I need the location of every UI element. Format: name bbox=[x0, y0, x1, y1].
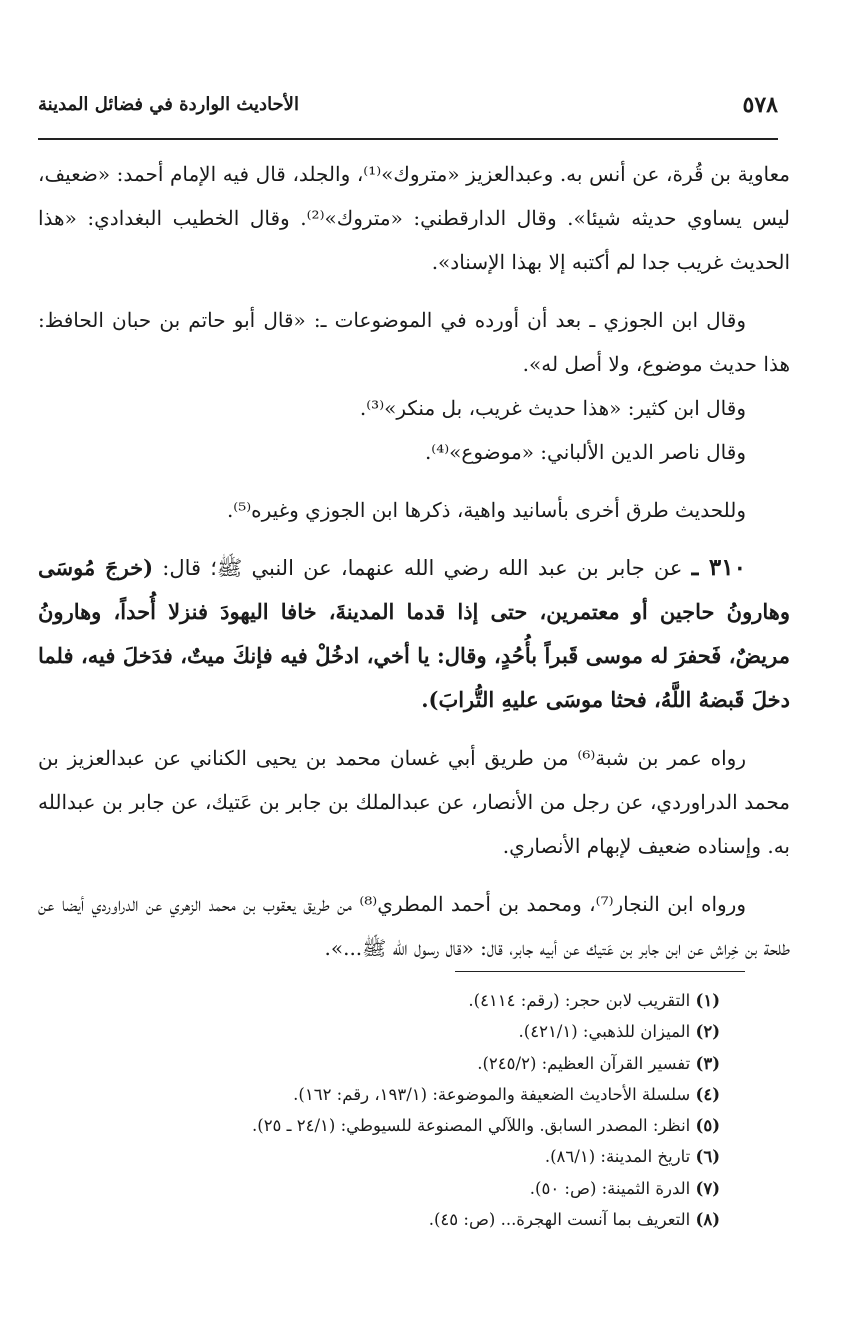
hadith-number: ٣١٠ ـ bbox=[691, 554, 746, 581]
paragraph-ibn-jawzi: وقال ابن الجوزي ـ بعد أن أورده في الموضوعات ـ: «قال أبو حاتم بن حبان الحافظ: هذا حديث موضوع، ولا أصل له». bbox=[38, 308, 790, 376]
footnote-text: التقريب لابن حجر: (رقم: ٤١١٤). bbox=[468, 991, 691, 1010]
footnote-2 bbox=[60, 1016, 720, 1047]
footnote-6 bbox=[60, 1141, 720, 1172]
footnote-text: التعريف بما آنست الهجرة... (ص: ٤٥). bbox=[428, 1210, 691, 1230]
footnote-text: الميزان للذهبي: (٤٢١/١). bbox=[518, 1022, 691, 1042]
hadith-intro: عن جابر بن عبد الله رضي الله عنهما، عن النبي ﷺ؛ قال: bbox=[162, 556, 683, 580]
footnote-text: تاريخ المدينة: (٨٦/١). bbox=[544, 1147, 691, 1167]
footnote-text: انظر: المصدر السابق. واللآلي المصنوعة للسيوطي: (٢٤/١ ـ ٢٥). bbox=[252, 1116, 691, 1136]
footnote-divider bbox=[455, 971, 745, 972]
paragraph-ibn-shabba: رواه عمر بن شبة⁽⁶⁾ من طريق أبي غسان محمد بن يحيى الكناني عن عبدالعزيز بن محمد الدراوردي، عن رجل من الأنصار، عن عبدالملك بن جابر بن عَتيك، عن جابر بن عبدالله به. وإسناده ضعيف لإبهام الأنصاري. bbox=[38, 746, 790, 858]
paragraph-albani: وقال ناصر الدين الألباني: «موضوع»⁽⁴⁾. bbox=[424, 440, 746, 464]
header-divider bbox=[38, 138, 778, 140]
footnote-8 bbox=[60, 1204, 720, 1235]
footnote-number: (٨) bbox=[695, 1210, 720, 1230]
footnote-text: تفسير القرآن العظيم: (٢٤٥/٢). bbox=[477, 1053, 691, 1073]
hadith-310 bbox=[38, 546, 790, 722]
footnote-3 bbox=[60, 1048, 720, 1079]
footnote-5 bbox=[60, 1110, 720, 1141]
footnote-number: (٣) bbox=[695, 1053, 720, 1073]
hadith-matn: (خرجَ مُوسَى وهارونُ حاجين أو معتمرين، حتى إذا قدما المدينةَ، خافا اليهودَ فنزلا أُحداً، وهارونُ مريضٌ، فَحفرَ له موسى قَبراً بأُحُدٍ، وقال: يا أخي، ادخُلْ فيه فإنكَ ميتٌ، فدَخلَ فيه، فلما دخلَ قَبضهُ اللَّهُ، فحثا موسَى عليهِ التُّرابَ). bbox=[38, 555, 790, 712]
paragraph-other-routes: وللحديث طرق أخرى بأسانيد واهية، ذكرها ابن الجوزي وغيره⁽⁵⁾. bbox=[226, 498, 746, 522]
footnote-1 bbox=[60, 985, 720, 1016]
running-title: الأحاديث الواردة في فضائل المدينة bbox=[38, 94, 299, 115]
main-text bbox=[38, 152, 790, 970]
footnote-number: (٥) bbox=[695, 1116, 720, 1136]
page-header bbox=[38, 92, 778, 122]
footnote-text: سلسلة الأحاديث الضعيفة والموضوعة: (١٩٣/١، رقم: ١٦٢). bbox=[293, 1084, 691, 1104]
footnote-4 bbox=[60, 1079, 720, 1110]
footnote-number: (٧) bbox=[695, 1178, 720, 1198]
footnotes-list bbox=[60, 985, 720, 1235]
page-number: ٥٧٨ bbox=[742, 92, 778, 118]
paragraph-ibn-najjar: ورواه ابن النجار⁽⁷⁾، ومحمد بن أحمد المطري⁽⁸⁾ من طريق يعقوب بن محمد الزهري عن الدراوردي أيضا عن طلحة بن خِراش عن ابن جابر بن عَتيك عن أبيه جابر، قال: «قال رسول الله ﷺ...». bbox=[38, 892, 790, 960]
footnote-7 bbox=[60, 1173, 720, 1204]
footnote-text: الدرة الثمينة: (ص: ٥٠). bbox=[529, 1178, 691, 1198]
footnote-number: (٢) bbox=[695, 1022, 720, 1042]
paragraph-continuation: معاوية بن قُرة، عن أنس به. وعبدالعزيز «متروك»⁽¹⁾، والجلد، قال فيه الإمام أحمد: «ضعيف، ليس يساوي حديثه شيئا». وقال الدارقطني: «متروك»⁽²⁾. وقال الخطيب البغدادي: «هذا الحديث غريب جدا لم أكتبه إلا بهذا الإسناد». bbox=[38, 162, 790, 274]
footnote-number: (٦) bbox=[695, 1147, 720, 1167]
footnote-number: (٤) bbox=[695, 1084, 720, 1104]
paragraph-ibn-kathir: وقال ابن كثير: «هذا حديث غريب، بل منكر»⁽³⁾. bbox=[359, 396, 746, 420]
footnote-number: (١) bbox=[695, 991, 720, 1010]
